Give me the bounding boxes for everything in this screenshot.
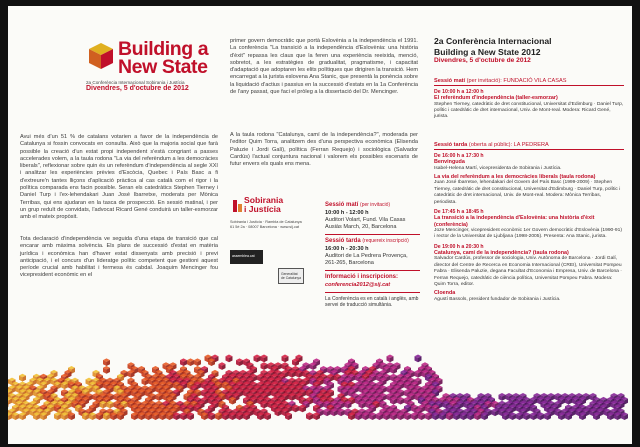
logo-cubes-icon (86, 42, 116, 70)
afternoon-place: Auditori de La Pedrera Provença, 261-265, Barcelona (325, 252, 408, 267)
slovenia-title: La transició a la independència d'Eslovènia: una història d'èxit (conferència) (434, 215, 595, 228)
program-date: Divendres, 5 d'octubre de 2012 (434, 57, 531, 64)
closing-title: Cloenda (434, 290, 456, 297)
morning-heading: Sessió matí (per invitació) (325, 202, 391, 208)
sobirania-name-1: Sobirania (244, 195, 284, 205)
logo-title-1: Building a (118, 38, 209, 60)
welcome-title: Benvinguda (434, 159, 465, 165)
morning-session-header: Sessió matí (per invitació): FUNDACIÓ VILA CASAS (434, 78, 624, 86)
catalunya-desc: Salvador Cardús, professor de sociologia, Univ. Autònoma de Barcelona · Jordi Galí, director del Centre de Recerca en Economia Internacional (CREI), Universitat Pompeu Fabra · Elisenda Paluzie, degana Facultat d'Economia i Empresa, Univ. de Barcelona · Ferran Requejo, catedràtic de ciència política, Universitat Pompeu Fabra. Modera: Quim Torra, editor. (434, 256, 622, 287)
logo-subtitle: 2a Conferència Internacional Sobirania i Justícia (86, 80, 185, 85)
intro-paragraph-3: primer govern democràtic que portà Eslovènia a la independència el 1991. La conferència "La transició a la independència d'Eslovènia: una història d'èxit" repassa les claus que la feren una experiència reeixida, menció, sobretot, a les estratègies de gradualitat, pragmatisme, i capacitat d'adaptació que adoptaren les elits polítiques que dirigiren la transició. Hem encarregat a la jurista eslovena Ana Stanic, que presentà la ponència sobre la liquidació d'actius i passius en la successió d'estats en la 1a Conferència de l'any passat, que faci el pròleg a la dissertació del Dr. Mencinger. (230, 38, 418, 96)
conference-logo (86, 40, 226, 110)
divider (325, 234, 420, 235)
afternoon-heading: Sessió tarda (requereix inscripció) (325, 238, 409, 245)
column-2 (230, 6, 418, 444)
program-title: 2a Conferència Internacional Building a New State 2012 Divendres, 5 d'octubre de 2012 (434, 36, 624, 65)
morning-event-desc: Stephen Tierney, catedràtic de dret constitucional, Universitat d'Edimburg · Daniel Turp, polític i catedràtic de dret internacional, Univ. de Mont-real. Modera: Ricard Gené, jurista. (434, 101, 624, 120)
brochure-page (8, 6, 632, 444)
column-3-program (430, 6, 624, 444)
morning-place: Auditori Volart, Fund. Vila Casas Ausiàs March, 20, Barcelona (325, 216, 406, 230)
slovenia-desc: Joze Mencinger, vicepresident econòmic 1er Govern democràtic d'Eslovènia (1990-91) i rector de la Universitat de Ljubljana (1998-2005). Presenta: Ana Stanic, jurista. (434, 228, 622, 240)
slot-1-time: De 16:00 h a 17:30 h (434, 153, 484, 159)
intro-paragraph-1: Avui més d'un 51 % de catalans votarien a favor de la independència de Catalunya si fossin convocats en consulta. Això que la majoria social que farà possible la creació d'un estat propi independent s'està congriant a passes accelerades volem, a la taula rodona "La via del referèndum a les democràcies liberals", reflexionar sobre quin és un referèndum d'independència al segle XXI i analitzar les experiències prèvies d'Escòcia, Quebec i País Basc a fi d'extreure'n tantes lliçons d'aplicació pràctica al cas català com el rigor i la política comparada ens facin possible. Seran els catedràtics Stephen Tierney i Daniel Turp i l'ex-lehendakari Juan José Ibarretxe, moderats per Mònica Terribas, qui ens ajudaran en la tasca de prospecció. En sessió matinal, i per un grup reduït de convidats, l'advocat Ricard Gené conduirà un taller-esmorzar amb el mateix propòsit. (20, 134, 218, 221)
morning-event-title: El referèndum d'independència (taller-esmorzar) (434, 95, 558, 101)
sobirania-name-2: i Justícia (244, 204, 281, 214)
afternoon-session-header: Sessió tarda (oberta al públic): LA PEDRERA (434, 142, 624, 150)
divider (325, 292, 420, 293)
contact-email[interactable]: conferencia2012@sij.cat (325, 281, 391, 288)
translation-note: La Conferència es en català i anglès, amb servei de traducció simultània. (325, 295, 419, 309)
referendum-title: La via del referèndum a les democràcies liberals (taula rodona) (434, 173, 596, 180)
morning-session-time: De 10:00 h a 12:00 h (434, 89, 484, 95)
slot-3-time: De 19:00 h a 20:30 h (434, 243, 484, 250)
morning-time: 10:00 h - 12:00 h (325, 209, 369, 216)
sobirania-address: Sobirania i Justícia · Rambla de Catalunya 61 5è 2a · 08007 Barcelona · www.sij.cat (230, 220, 302, 229)
closing-desc: Agustí Bassols, president fundador de Sobirania i Justícia. (434, 296, 561, 302)
sobirania-logo (230, 196, 304, 264)
generalitat-badge: Generalitat de Catalunya (278, 268, 304, 284)
afternoon-time: 16:00 h - 20:30 h (325, 245, 369, 252)
session-info (325, 202, 420, 309)
intro-paragraph-2: Tota declaració d'independència ve seguida d'una etapa de transició que cal encarar amb màxima solvència. Els plans de successió d'estat en matèria jurídica i econòmica han d'haver estat dissenyats amb precisió i previ anticipació, i el concurs d'un lideratge polític competent que gestioni aquest període crucial amb habilitat i fermesa és cabdal. Joaquim Mencinger fou vicepresident econòmic en el (20, 236, 218, 279)
intro-paragraph-4: A la taula rodona "Catalunya, camí de la independència?", moderada per l'editor Quim Torra, analitzem des d'una perspectiva econòmica (Elisenda Paluzie i Jordi Galí), política (Ferran Requejo) i sociològica (Salvador Cardús) l'actual conjuntura nacional i valorem els possibles escenaris de futur envers els quals ens mena. (230, 132, 418, 168)
logo-date: Divendres, 5 d'octubre de 2012 (86, 85, 189, 92)
slot-2-time: De 17:45 h a 18:45 h (434, 209, 484, 216)
referendum-desc: Juan José Ibarretxe, lehendakari del Govern del País Basc (1999-2009) · Stephen Tierney, catedràtic de dret constitucional, Universitat d'Edimburg · Daniel Turp, polític i catedràtic de dret internacional, Univ. de Mont-real. Modera: Mònica Terribas, periodista. (434, 180, 621, 205)
morning-session (434, 78, 624, 121)
column-1 (20, 6, 218, 444)
divider (325, 270, 420, 271)
logo-title-2: New State (118, 56, 208, 78)
assemblea-badge: assemblea.cat (230, 250, 263, 264)
sobirania-mark-icon (232, 199, 244, 213)
catalunya-title: Catalunya, camí de la independència? (taula rodona) (434, 249, 569, 256)
welcome-desc: Isabel-Helena Martí, vicepresidenta de Sobirania i Justícia. (434, 165, 562, 171)
afternoon-session (434, 142, 624, 303)
contact-heading: Informació i inscripcions: (325, 274, 399, 281)
